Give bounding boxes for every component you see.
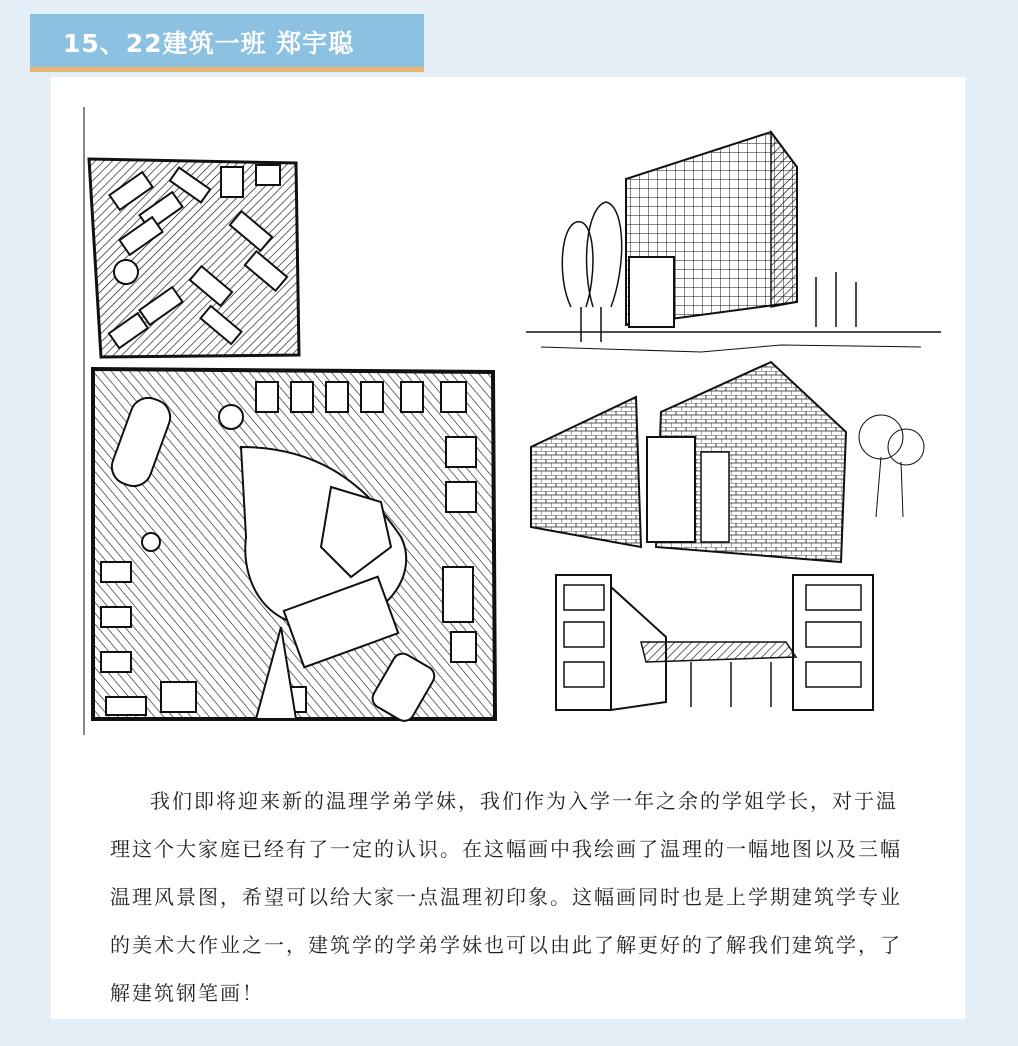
- brick-building-sketch: [531, 362, 924, 562]
- campus-map-drawing: [84, 107, 495, 735]
- pen-drawing-artwork: [81, 107, 941, 747]
- content-card: [51, 77, 965, 1019]
- page-title: 15、22建筑一班 郑宇聪: [63, 29, 355, 58]
- title-banner: [30, 14, 424, 72]
- tall-building-sketch: [526, 132, 941, 352]
- courtyard-building-sketch: [556, 575, 873, 710]
- description-paragraph: 我们即将迎来新的温理学弟学妹，我们作为入学一年之余的学姐学长，对于温理这个大家庭已经有了一定的认识。在这幅画中我绘画了温理的一幅地图以及三幅温理风景图，希望可以给大家一点温理初印象。这幅画同时也是上学期建筑学专业的美术大作业之一，建筑学的学弟学妹也可以由此了解更好的了解我们建筑学，了解建筑钢笔画！: [110, 789, 902, 1005]
